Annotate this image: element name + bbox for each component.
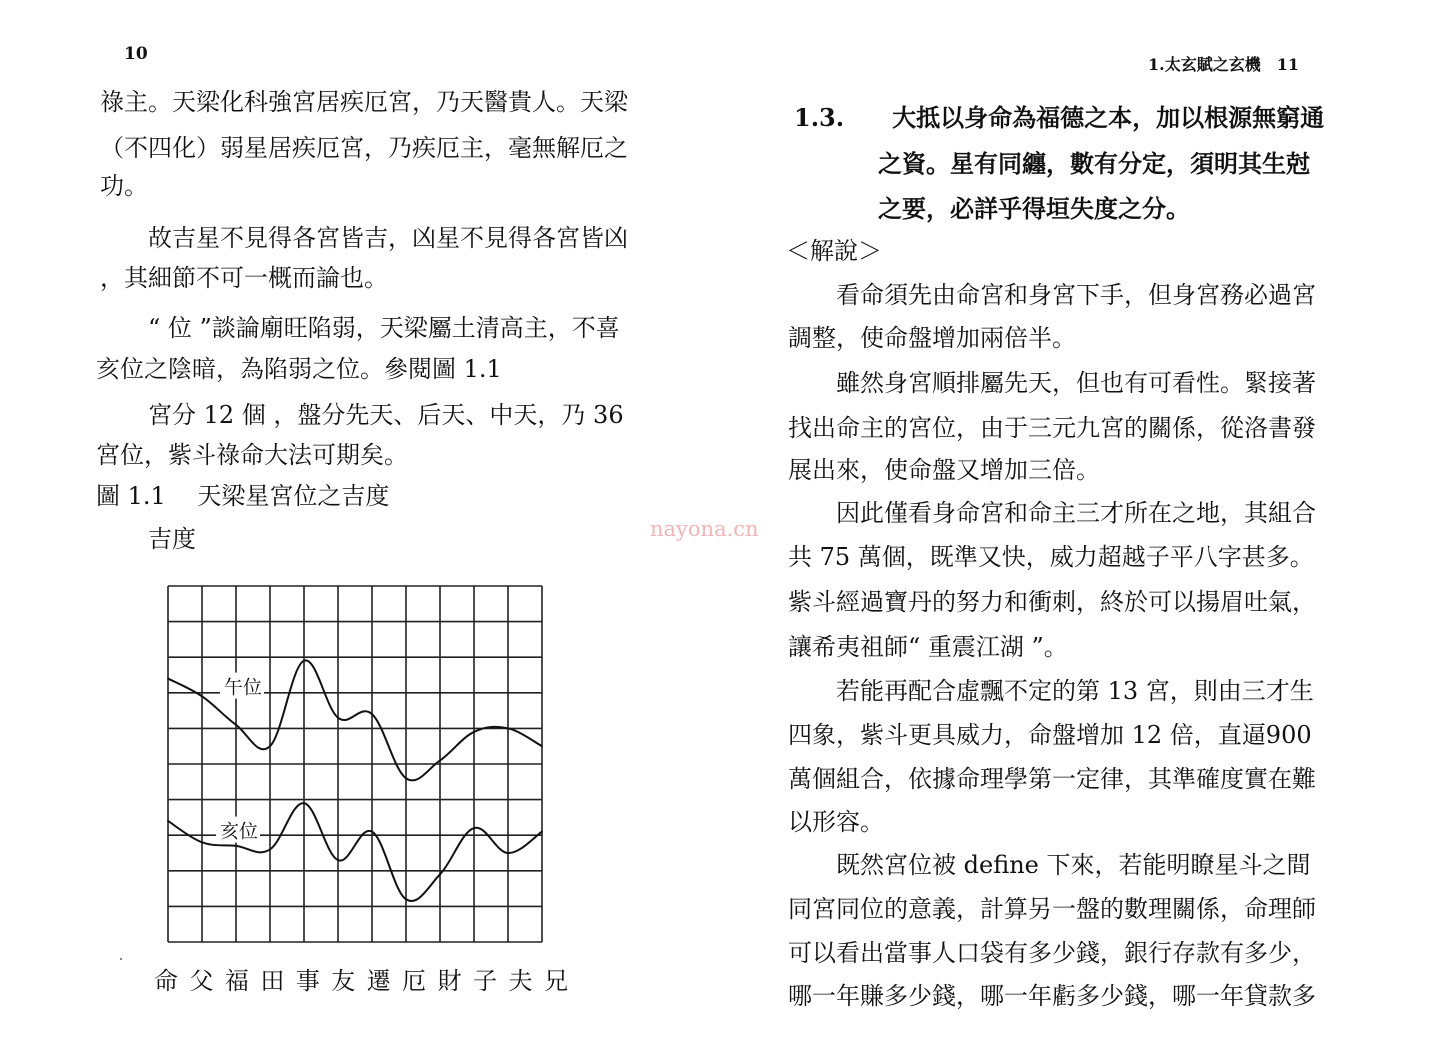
x-tick-label: 兄: [544, 967, 568, 995]
data-point: [235, 845, 237, 847]
text-line: 萬個組合，依據命理學第一定律，其準確度實在難: [788, 765, 1316, 793]
text-line: “ 位 ”談論廟旺陷弱，天梁屬土清高主，不喜: [148, 314, 620, 342]
data-point: [269, 745, 271, 747]
text-line: 功。: [100, 172, 148, 200]
chart-x-labels: [0, 965, 720, 1005]
running-header: 1.太玄賦之玄機 11: [1148, 55, 1299, 74]
x-tick-label: 厄: [402, 967, 427, 995]
series-label: 午位: [224, 676, 263, 699]
text-line: 既然宮位被 define 下來，若能明瞭星斗之間: [836, 851, 1311, 879]
text-line: 四象，紫斗更具威力，命盤增加 12 倍，直逼900: [788, 721, 1312, 749]
data-point: [541, 831, 543, 833]
watermark: nayona.cn: [650, 517, 759, 541]
data-point: [269, 849, 271, 851]
x-tick-label: 財: [437, 967, 462, 995]
data-point: [439, 760, 441, 762]
data-point: [167, 820, 169, 822]
data-point: [405, 777, 407, 779]
data-point: [167, 678, 169, 680]
data-point: [507, 852, 509, 854]
text-line: 看命須先由命宮和身宮下手，但身宮務必過宮: [836, 281, 1316, 309]
text-line: （不四化）弱星居疾厄宮，乃疾厄主，毫無解厄之: [100, 134, 628, 162]
text-line: 亥位之陰暗，為陷弱之位。參閱圖 1.1: [96, 355, 502, 383]
text-line: 雖然身宮順排屬先天，但也有可看性。緊接著: [836, 369, 1316, 397]
x-tick-label: 福: [224, 967, 249, 995]
data-point: [201, 695, 203, 697]
text-line: 若能再配合虛飄不定的第 13 宮，則由三才生: [836, 677, 1314, 705]
data-point: [201, 841, 203, 843]
text-line: 可以看出當事人口袋有多少錢，銀行存款有多少，: [788, 939, 1316, 967]
text-line: 展出來，使命盤又增加三倍。: [788, 456, 1100, 484]
data-point: [337, 717, 339, 719]
chart-y-label: 吉度: [148, 525, 196, 553]
series-label: 亥位: [220, 820, 259, 843]
text-line: 共 75 萬個，既準又快，威力超越子平八字甚多。: [788, 543, 1314, 571]
text-line: 紫斗經過寶丹的努力和衝刺，終於可以揚眉吐氣，: [788, 588, 1316, 616]
text-line: 哪一年賺多少錢，哪一年虧多少錢，哪一年貸款多: [788, 982, 1316, 1010]
figure-caption: 圖 1.1 天梁星宮位之吉度: [96, 482, 390, 510]
page-number-left: 10: [124, 44, 148, 64]
text-line: 以形容。: [788, 808, 884, 836]
x-tick-label: 子: [473, 967, 498, 995]
x-tick-label: 父: [189, 967, 214, 995]
text-line: ，其細節不可一概而論也。: [100, 264, 388, 292]
data-point: [303, 802, 305, 804]
x-tick-label: 田: [260, 967, 285, 995]
figure-1-1-chart: [150, 582, 550, 952]
x-tick-label: 夫: [508, 967, 533, 995]
data-point: [473, 827, 475, 829]
text-line: 祿主。天梁化科強宮居疾厄宮，乃天醫貴人。天梁: [100, 88, 628, 116]
commentary-label: ＜解說＞: [786, 237, 882, 265]
data-point: [235, 724, 237, 726]
scan-speck: [120, 958, 122, 960]
data-point: [439, 873, 441, 875]
text-line: 宮分 12 個 ，盤分先天、后天、中天，乃 36: [148, 401, 624, 429]
data-point: [303, 660, 305, 662]
x-tick-label: 遷: [366, 967, 391, 995]
data-point: [371, 831, 373, 833]
data-point: [541, 745, 543, 747]
text-line: 宮位，紫斗祿命大法可期矣。: [96, 441, 408, 469]
data-point: [507, 728, 509, 730]
text-line: 同宮同位的意義，計算另一盤的數理關係，命理師: [788, 895, 1316, 923]
text-line: 故吉星不見得各宮皆吉，凶星不見得各宮皆凶: [148, 224, 628, 252]
data-point: [405, 898, 407, 900]
data-point: [473, 731, 475, 733]
text-line: 讓希夷祖師“ 重震江湖 ”。: [788, 633, 1068, 661]
classic-text-line: 之要，必詳乎得垣失度之分。: [878, 194, 1190, 223]
data-point: [337, 859, 339, 861]
x-tick-label: 命: [154, 967, 178, 995]
text-line: 找出命主的宮位，由于三元九宮的關係，從洛書發: [788, 414, 1316, 442]
classic-text-line: 之資。星有同纏，數有分定，須明其生尅: [878, 149, 1310, 178]
x-tick-label: 友: [331, 967, 356, 995]
classic-text-line: 1.3. 大抵以身命為福德之本，加以根源無窮通: [794, 103, 1325, 132]
text-line: 調整，使命盤增加兩倍半。: [788, 324, 1076, 352]
x-tick-label: 事: [295, 967, 320, 995]
text-line: 因此僅看身命宮和命主三才所在之地，其組合: [836, 499, 1316, 527]
data-point: [371, 713, 373, 715]
right-page: [720, 0, 1440, 1061]
